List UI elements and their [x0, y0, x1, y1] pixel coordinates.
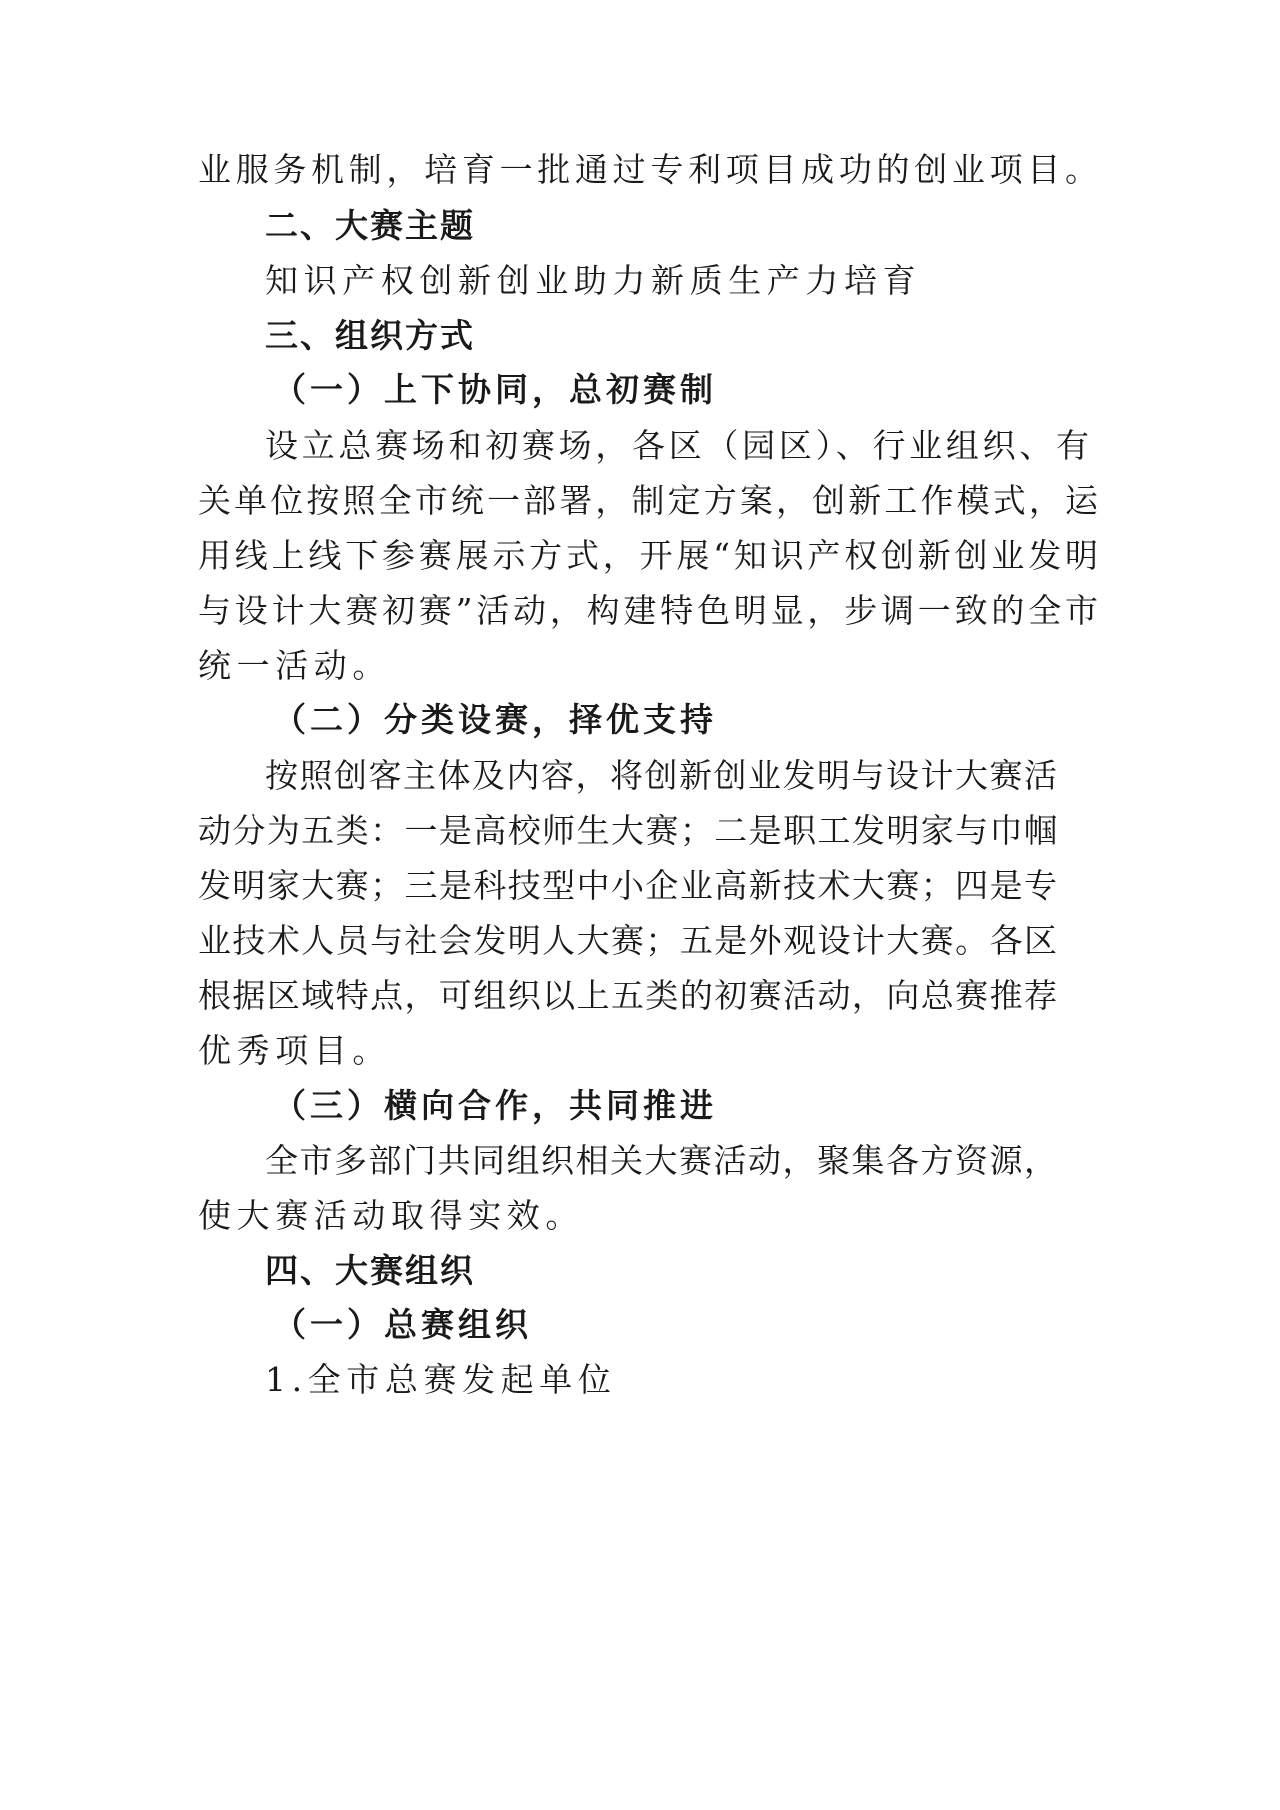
- paragraph-line: 按照创客主体及内容，将创新创业发明与设计大赛活: [265, 756, 1057, 795]
- paragraph-line: 知识产权创新创业助力新质生产力培育: [265, 261, 922, 300]
- section-heading-2: 二、大赛主题: [265, 206, 475, 245]
- paragraph-line: 全市多部门共同组织相关大赛活动，聚集各方资源，: [265, 1141, 1057, 1180]
- paragraph-line: 设立总赛场和初赛场，各区（园区）、行业组织、有: [265, 426, 1089, 465]
- paragraph-line: 优秀项目。: [198, 1031, 391, 1070]
- subsection-heading: （一）上下协同，总初赛制: [273, 370, 717, 409]
- paragraph-line: 关单位按照全市统一部署，制定方案，创新工作模式，运: [198, 481, 1098, 520]
- subsection-heading: （三）横向合作，共同推进: [273, 1086, 717, 1125]
- paragraph-line: 使大赛活动取得实效。: [198, 1196, 584, 1235]
- section-heading-4: 四、大赛组织: [265, 1251, 475, 1290]
- list-item: 1.全市总赛发起单位: [265, 1360, 617, 1399]
- paragraph-line: 发明家大赛；三是科技型中小企业高新技术大赛；四是专: [198, 866, 1057, 905]
- paragraph-line: 与设计大赛初赛”活动，构建特色明显，步调一致的全市: [198, 591, 1098, 630]
- paragraph-line: 业服务机制，培育一批通过专利项目成功的创业项目。: [198, 150, 1098, 189]
- section-heading-3: 三、组织方式: [265, 316, 475, 355]
- paragraph-line: 统一活动。: [198, 646, 391, 685]
- paragraph-line: 动分为五类：一是高校师生大赛；二是职工发明家与巾帼: [198, 811, 1057, 850]
- paragraph-line: 业技术人员与社会发明人大赛；五是外观设计大赛。各区: [198, 921, 1057, 960]
- subsection-heading: （一）总赛组织: [273, 1305, 532, 1344]
- paragraph-line: 用线上线下参赛展示方式，开展“知识产权创新创业发明: [198, 536, 1098, 575]
- subsection-heading: （二）分类设赛，择优支持: [273, 700, 717, 739]
- paragraph-line: 根据区域特点，可组织以上五类的初赛活动，向总赛推荐: [198, 976, 1057, 1015]
